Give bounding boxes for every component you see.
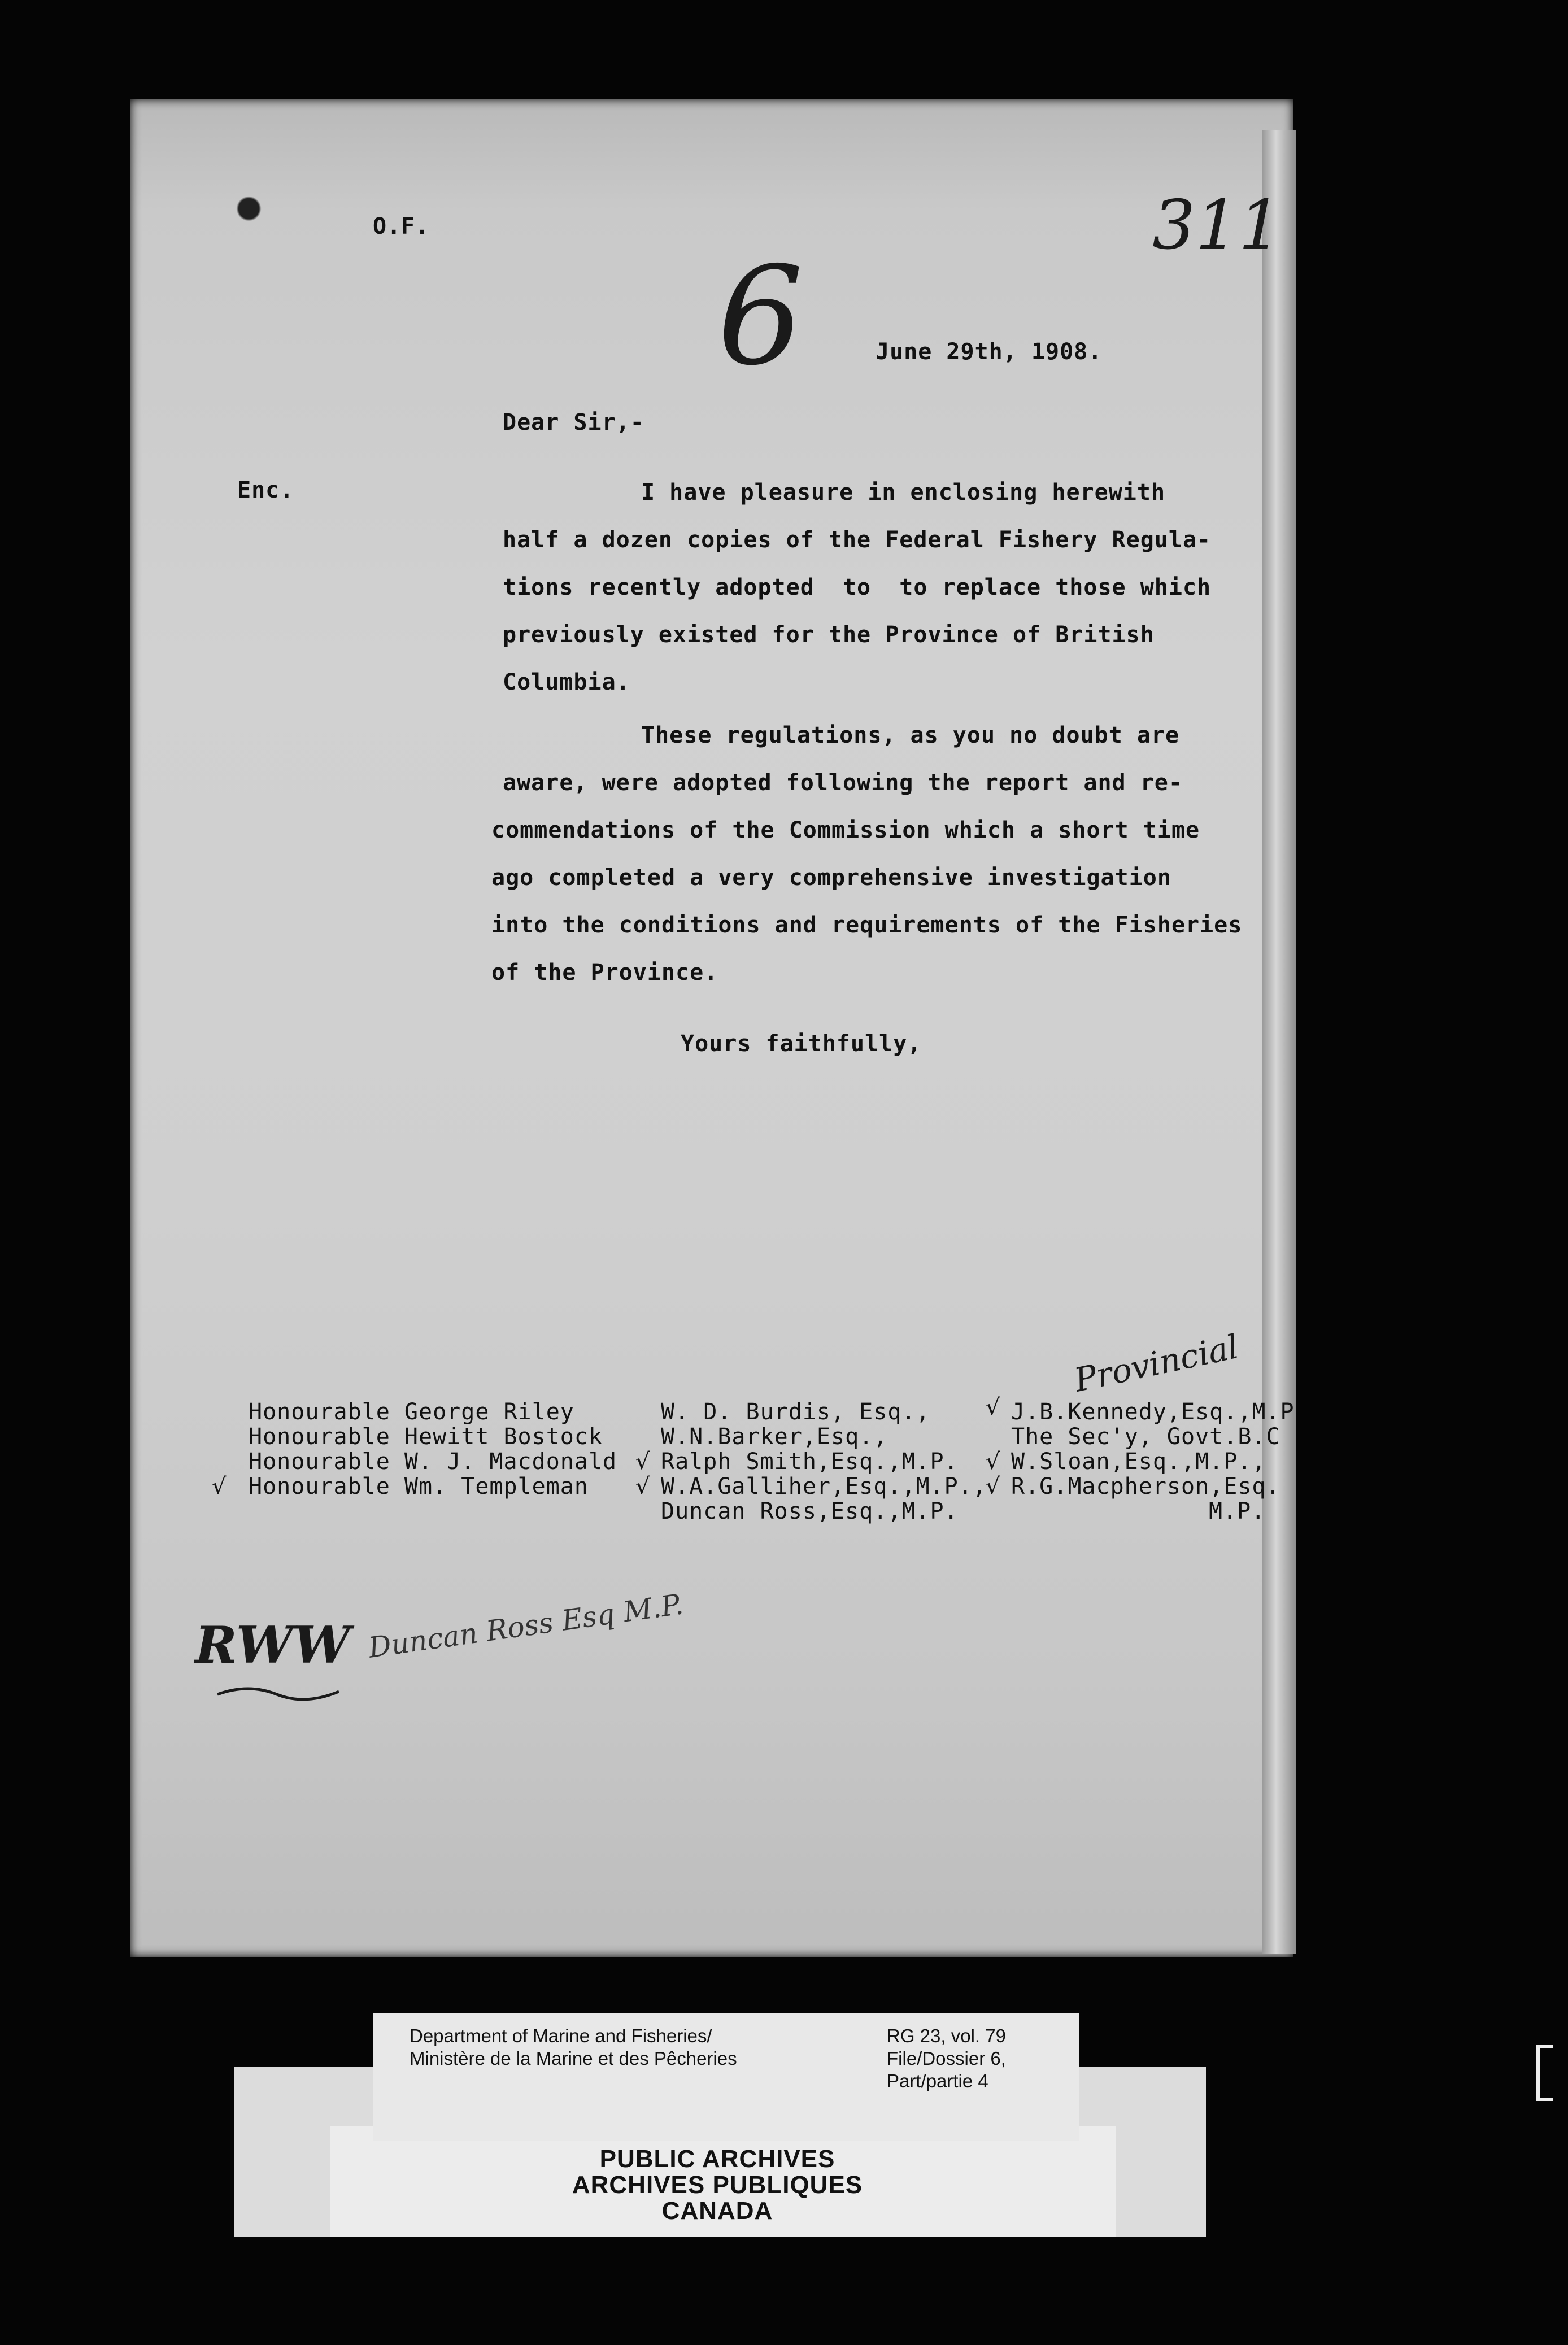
letter-date: June 29th, 1908. <box>876 339 1103 365</box>
recipient-line: Honourable Wm. Templeman <box>249 1474 589 1500</box>
record-group-ref: RG 23, vol. 79 <box>887 2025 1006 2046</box>
body-line: previously existed for the Province of British <box>503 622 1155 648</box>
closing: Yours faithfully, <box>681 1031 922 1057</box>
check-mark-icon: √ <box>986 1394 1001 1420</box>
body-line: commendations of the Commission which a short time <box>491 817 1200 843</box>
body-line: These regulations, as you no doubt are <box>641 722 1180 748</box>
body-line: Columbia. <box>503 669 630 695</box>
initials-flourish <box>215 1680 345 1703</box>
handwritten-provincial: Provincial <box>1071 1327 1242 1400</box>
recipient-line: Honourable W. J. Macdonald <box>249 1449 617 1475</box>
recipient-line: J.B.Kennedy,Esq.,M.P <box>1011 1399 1295 1425</box>
check-mark-icon: √ <box>986 1449 1001 1475</box>
recipient-line: W. D. Burdis, Esq., <box>661 1399 930 1425</box>
body-line: into the conditions and requirements of the Fisheries <box>491 912 1243 938</box>
recipient-line: Ralph Smith,Esq.,M.P. <box>661 1449 959 1475</box>
handwritten-initials: RWW <box>195 1615 350 1675</box>
body-line: ago completed a very comprehensive investigation <box>491 865 1171 891</box>
department-french: Ministère de la Marine et des Pêcheries <box>410 2048 737 2069</box>
salutation: Dear Sir,- <box>503 409 644 435</box>
department-english: Department of Marine and Fisheries/ <box>410 2025 712 2046</box>
recipient-line: W.N.Barker,Esq., <box>661 1424 888 1450</box>
letter-page <box>130 99 1293 1957</box>
check-mark-icon: √ <box>635 1449 651 1475</box>
recipient-line: W.Sloan,Esq.,M.P., <box>1011 1449 1266 1475</box>
handwritten-note: Duncan Ross Esq M.P. <box>366 1588 686 1664</box>
archive-stamp-line: PUBLIC ARCHIVES <box>599 2145 835 2173</box>
body-line: aware, were adopted following the report and re- <box>503 770 1183 796</box>
handwritten-margin-number: 6 <box>717 237 804 395</box>
enclosure-note: Enc. <box>237 477 294 503</box>
recipient-line: W.A.Galliher,Esq.,M.P., <box>661 1474 987 1500</box>
recipient-line: Honourable George Riley <box>249 1399 574 1425</box>
check-mark-icon: √ <box>212 1474 227 1500</box>
check-mark-icon: √ <box>635 1474 651 1500</box>
part-ref: Part/partie 4 <box>887 2071 988 2091</box>
folio-number: 311 <box>1152 186 1282 265</box>
body-line: half a dozen copies of the Federal Fishery Regula- <box>503 527 1212 553</box>
punch-hole-mark <box>226 181 277 243</box>
body-line: of the Province. <box>491 960 718 986</box>
recipient-line: M.P. <box>1209 1498 1266 1524</box>
file-reference: O.F. <box>373 213 430 239</box>
recipient-line: R.G.Macpherson,Esq. <box>1011 1474 1280 1500</box>
frame-edge-mark <box>1536 2045 1553 2101</box>
check-mark-icon: √ <box>986 1474 1001 1500</box>
archive-stamp-line: ARCHIVES PUBLIQUES <box>572 2171 863 2199</box>
recipient-line: Honourable Hewitt Bostock <box>249 1424 603 1450</box>
file-dossier-ref: File/Dossier 6, <box>887 2048 1006 2069</box>
body-line: tions recently adopted to to replace those which <box>503 574 1212 600</box>
page-edge <box>1262 130 1296 1954</box>
archive-stamp-line: CANADA <box>661 2197 773 2225</box>
body-line: I have pleasure in enclosing herewith <box>641 480 1166 505</box>
recipient-line: The Sec'y, Govt.B.C <box>1011 1424 1280 1450</box>
recipient-line: Duncan Ross,Esq.,M.P. <box>661 1498 959 1524</box>
